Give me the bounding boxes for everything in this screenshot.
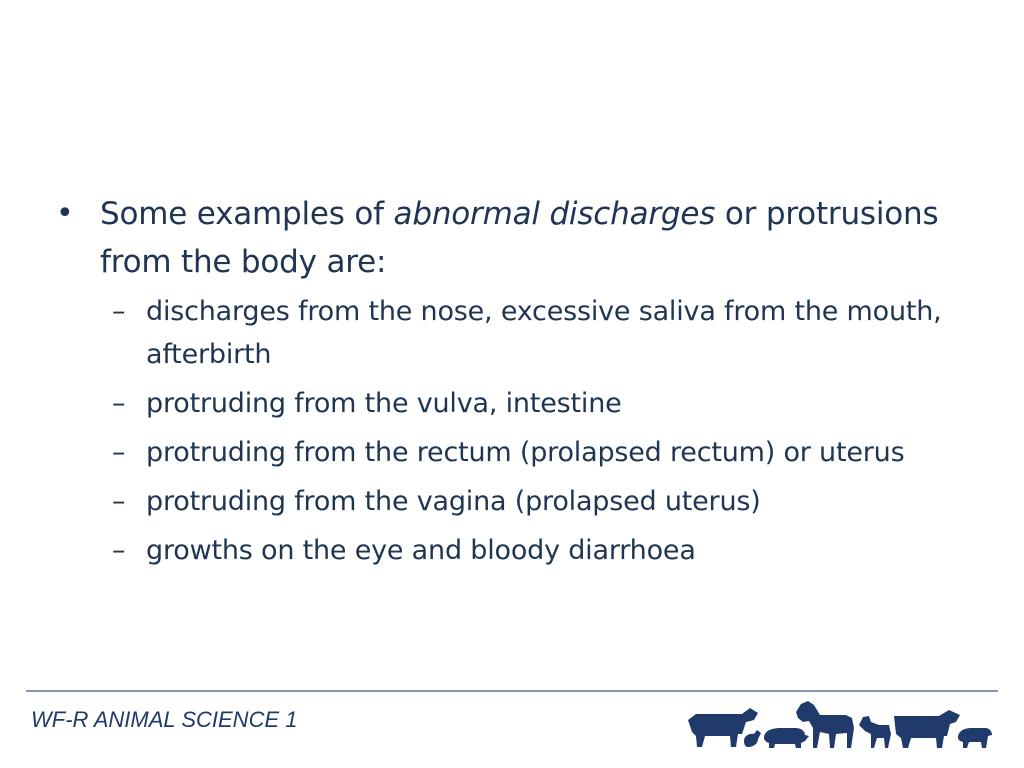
sub-bullet-item [112,529,986,572]
farm-animals-logo-icon [684,694,994,754]
sub-bullet-list [56,290,986,572]
dash-icon: – [112,296,126,327]
main-bullet-prefix: Some examples of [100,196,394,232]
sub-bullet-item [112,382,986,425]
sub-bullet-text: protruding from the vagina (prolapsed uterus) [146,486,761,517]
main-bullet-emphasis: abnormal discharges [393,196,716,232]
sub-bullet-item [112,290,986,376]
dash-icon: – [112,437,126,468]
dash-icon: – [112,535,126,566]
sub-bullet-text: growths on the eye and bloody diarrhoea [146,535,696,566]
sub-bullet-item [112,431,986,474]
dash-icon: – [112,388,126,419]
sub-bullet-text: protruding from the vulva, intestine [146,388,622,419]
main-bullet-text [100,190,986,286]
slide-content [56,190,986,578]
dash-icon: – [112,486,126,517]
bullet-dot-icon: • [56,196,74,231]
sub-bullet-text: discharges from the nose, excessive saliva from the mouth, afterbirth [146,296,942,370]
footer-divider [26,690,998,692]
sub-bullet-text: protruding from the rectum (prolapsed rectum) or uterus [146,437,905,468]
sub-bullet-item [112,480,986,523]
footer-course-title: WF-R ANIMAL SCIENCE 1 [31,707,298,732]
main-bullet-suffix: or protrusions from the body are: [100,196,939,280]
main-bullet [56,190,986,286]
